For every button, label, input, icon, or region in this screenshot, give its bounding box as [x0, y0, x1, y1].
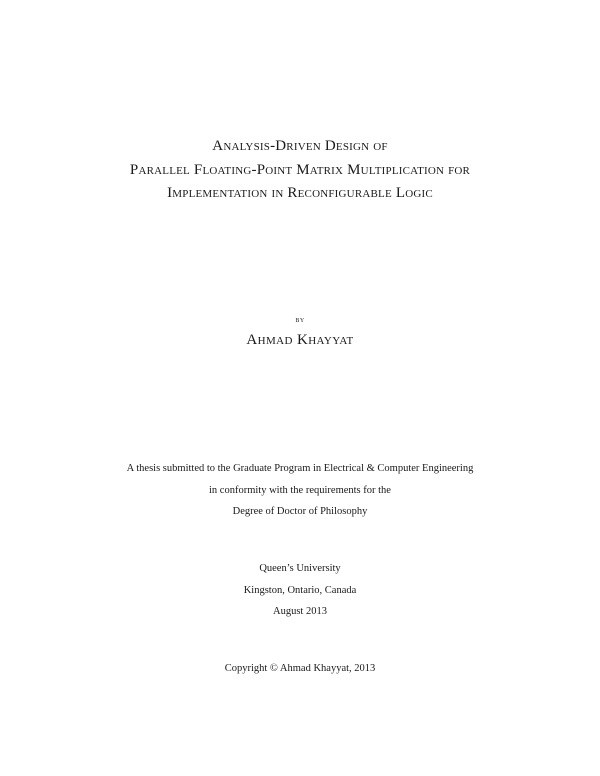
university: Queen’s University [259, 563, 341, 574]
degree-line: Degree of Doctor of Philosophy [232, 506, 368, 517]
submission-line-2: in conformity with the requirements for the [209, 485, 391, 496]
title-line-3: Implementation in Reconfigurable Logic [167, 185, 433, 201]
copyright-notice: Copyright © Ahmad Khayyat, 2013 [224, 663, 376, 674]
by-label: by [295, 314, 305, 324]
title-line-1: Analysis-Driven Design of [212, 138, 388, 154]
submission-line-1: A thesis submitted to the Graduate Program in Electrical & Computer Engineering [126, 463, 474, 474]
date: August 2013 [273, 606, 327, 617]
author-name: Ahmad Khayyat [246, 332, 354, 348]
location: Kingston, Ontario, Canada [243, 585, 357, 596]
title-line-2: Parallel Floating-Point Matrix Multiplication for [129, 162, 471, 178]
